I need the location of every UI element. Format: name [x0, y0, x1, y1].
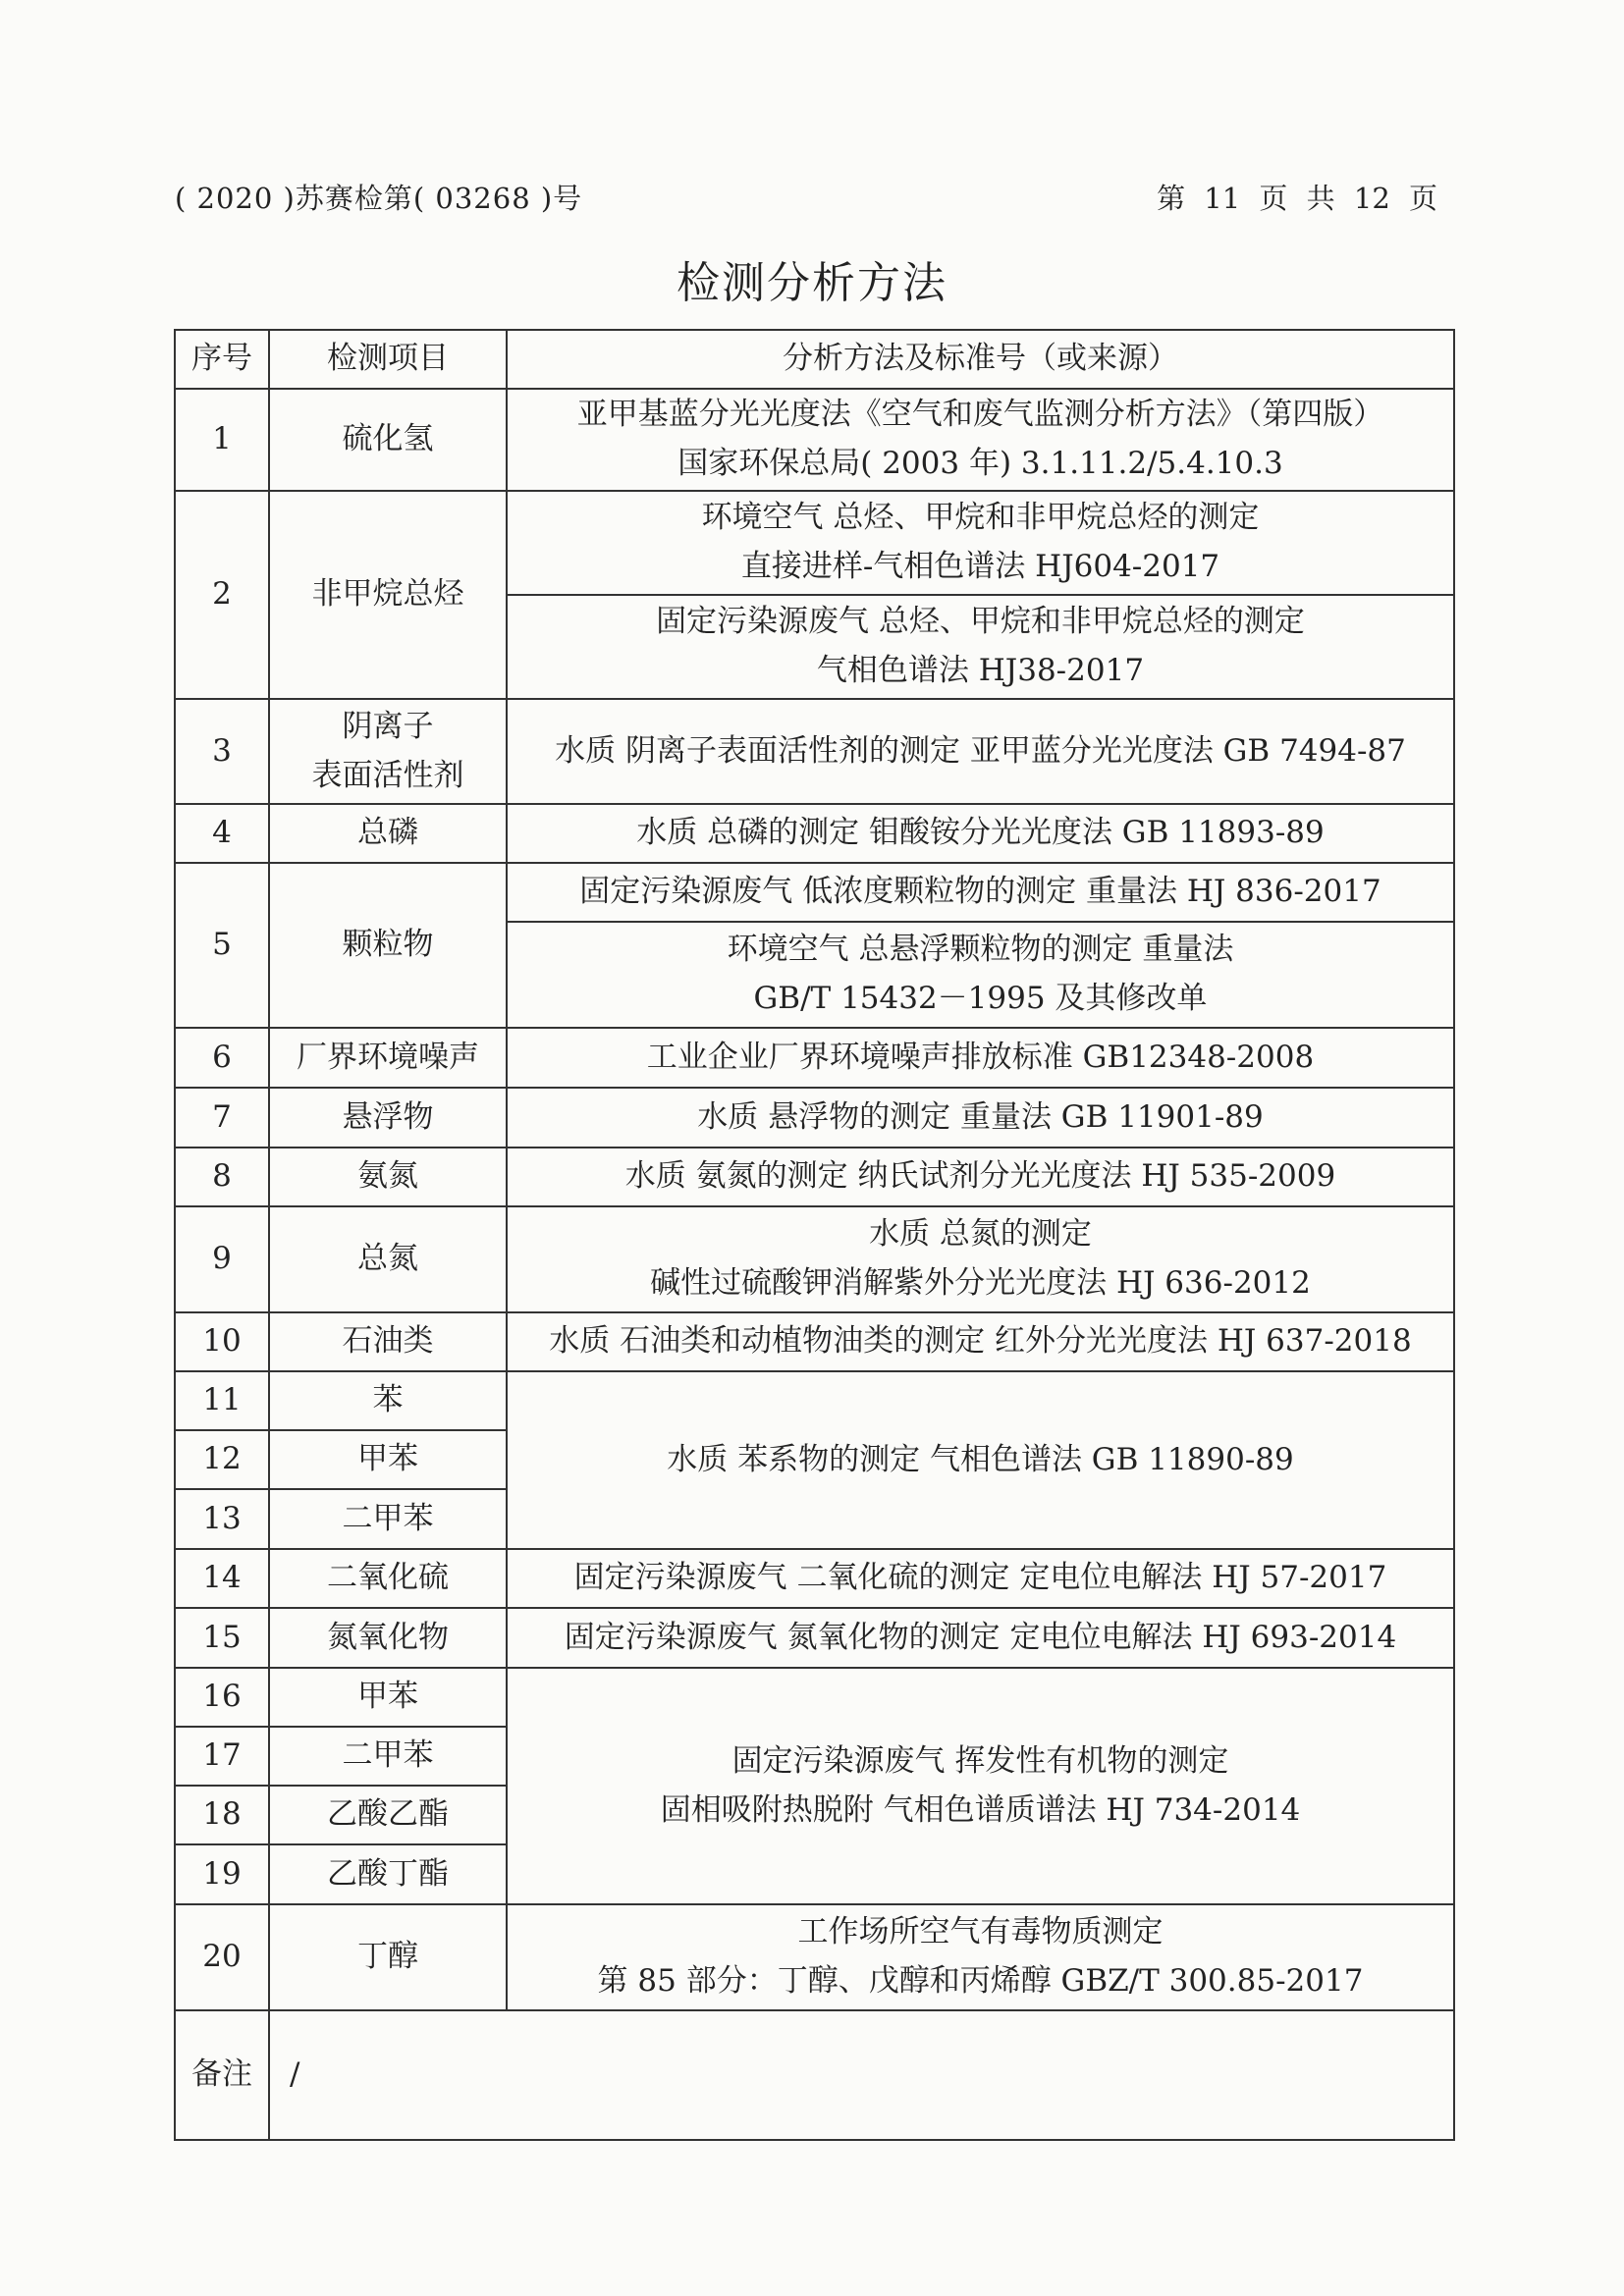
row-item: 悬浮物 — [269, 1088, 507, 1148]
table-row — [175, 389, 1454, 491]
row-method — [507, 922, 1454, 1028]
row-item: 丁醇 — [269, 1904, 507, 2010]
row-method: 水质 石油类和动植物油类的测定 红外分光光度法 HJ 637-2018 — [507, 1312, 1454, 1371]
row-item: 硫化氢 — [269, 389, 507, 491]
method-line: 直接进样-气相色谱法 HJ604-2017 — [740, 549, 1220, 584]
methods-table — [174, 329, 1455, 2141]
table-row — [175, 1371, 1454, 1430]
row-method: 固定污染源废气 氮氧化物的测定 定电位电解法 HJ 693-2014 — [507, 1608, 1454, 1668]
row-item: 总氮 — [269, 1206, 507, 1312]
method-line: 气相色谱法 HJ38-2017 — [816, 653, 1145, 688]
row-no: 15 — [175, 1608, 269, 1668]
table-row — [175, 1088, 1454, 1148]
row-no: 20 — [175, 1904, 269, 2010]
row-no: 13 — [175, 1489, 269, 1549]
method-line: 工作场所空气有毒物质测定 — [797, 1914, 1164, 1950]
row-method: 水质 氨氮的测定 纳氏试剂分光光度法 HJ 535-2009 — [507, 1148, 1454, 1206]
table-row — [175, 1148, 1454, 1206]
method-line: 环境空气 总烃、甲烷和非甲烷总烃的测定 — [701, 500, 1260, 536]
row-no: 2 — [175, 491, 269, 699]
remark-label: 备注 — [175, 2010, 269, 2140]
row-item: 二氧化硫 — [269, 1549, 507, 1608]
method-line: 第 85 部分：丁醇、戊醇和丙烯醇 GBZ/T 300.85-2017 — [597, 1963, 1364, 1999]
method-line: 固定污染源废气 总烃、甲烷和非甲烷总烃的测定 — [656, 604, 1305, 640]
table-row — [175, 1206, 1454, 1312]
row-item: 乙酸乙酯 — [269, 1786, 507, 1844]
item-line: 阴离子 — [342, 708, 434, 744]
table-header-row — [175, 330, 1454, 389]
row-method — [507, 1904, 1454, 2010]
table-row — [175, 1608, 1454, 1668]
item-line: 表面活性剂 — [311, 757, 464, 793]
table-row — [175, 699, 1454, 804]
method-line: 碱性过硫酸钾消解紫外分光光度法 HJ 636-2012 — [650, 1265, 1311, 1301]
row-item: 总磷 — [269, 804, 507, 863]
row-method — [507, 389, 1454, 491]
table-row — [175, 491, 1454, 595]
row-no: 12 — [175, 1430, 269, 1489]
method-line: GB/T 15432－1995 及其修改单 — [753, 981, 1208, 1016]
row-item — [269, 699, 507, 804]
row-item: 乙酸丁酯 — [269, 1844, 507, 1904]
row-item: 二甲苯 — [269, 1489, 507, 1549]
table-row — [175, 1312, 1454, 1371]
row-no: 8 — [175, 1148, 269, 1206]
row-item: 厂界环境噪声 — [269, 1028, 507, 1088]
row-no: 18 — [175, 1786, 269, 1844]
row-no: 6 — [175, 1028, 269, 1088]
header-method: 分析方法及标准号（或来源） — [507, 330, 1454, 389]
table-row — [175, 863, 1454, 922]
row-method: 固定污染源废气 二氧化硫的测定 定电位电解法 HJ 57-2017 — [507, 1549, 1454, 1608]
row-no: 5 — [175, 863, 269, 1028]
row-item: 二甲苯 — [269, 1727, 507, 1786]
row-item: 氨氮 — [269, 1148, 507, 1206]
row-no: 10 — [175, 1312, 269, 1371]
row-method: 水质 悬浮物的测定 重量法 GB 11901-89 — [507, 1088, 1454, 1148]
report-number: ( 2020 )苏赛检第( 03268 )号 — [175, 182, 583, 215]
row-item: 苯 — [269, 1371, 507, 1430]
row-no: 19 — [175, 1844, 269, 1904]
row-no: 16 — [175, 1668, 269, 1727]
row-item: 氮氧化物 — [269, 1608, 507, 1668]
row-no: 11 — [175, 1371, 269, 1430]
remark-row — [175, 2010, 1454, 2140]
row-no: 3 — [175, 699, 269, 804]
page-title: 检测分析方法 — [677, 258, 947, 308]
table-row — [175, 1028, 1454, 1088]
method-line: 环境空气 总悬浮颗粒物的测定 重量法 — [727, 932, 1234, 968]
row-method: 水质 苯系物的测定 气相色谱法 GB 11890-89 — [507, 1371, 1454, 1549]
method-line: 固定污染源废气 挥发性有机物的测定 — [731, 1742, 1229, 1779]
row-no: 1 — [175, 389, 269, 491]
row-method — [507, 491, 1454, 595]
header-item: 检测项目 — [269, 330, 507, 389]
row-method: 固定污染源废气 低浓度颗粒物的测定 重量法 HJ 836-2017 — [507, 863, 1454, 922]
row-item: 甲苯 — [269, 1430, 507, 1489]
row-method: 水质 总磷的测定 钼酸铵分光光度法 GB 11893-89 — [507, 804, 1454, 863]
row-method — [507, 595, 1454, 699]
row-no: 4 — [175, 804, 269, 863]
row-method — [507, 1668, 1454, 1904]
row-item: 甲苯 — [269, 1668, 507, 1727]
method-line: 水质 总氮的测定 — [869, 1216, 1092, 1253]
table-row — [175, 804, 1454, 863]
row-item: 石油类 — [269, 1312, 507, 1371]
row-no: 9 — [175, 1206, 269, 1312]
row-method: 工业企业厂界环境噪声排放标准 GB12348-2008 — [507, 1028, 1454, 1088]
table-row — [175, 1904, 1454, 2010]
row-method: 水质 阴离子表面活性剂的测定 亚甲蓝分光光度法 GB 7494-87 — [507, 699, 1454, 804]
remark-value: / — [269, 2010, 1454, 2140]
table-row — [175, 1549, 1454, 1608]
method-line: 固相吸附热脱附 气相色谱质谱法 HJ 734-2014 — [660, 1791, 1301, 1828]
row-no: 17 — [175, 1727, 269, 1786]
row-no: 14 — [175, 1549, 269, 1608]
row-item: 非甲烷总烃 — [269, 491, 507, 699]
method-line: 亚甲基蓝分光光度法《空气和废气监测分析方法》（第四版） — [576, 397, 1384, 433]
row-no: 7 — [175, 1088, 269, 1148]
table-row — [175, 1668, 1454, 1727]
method-line: 国家环保总局( 2003 年) 3.1.11.2/5.4.10.3 — [677, 446, 1283, 481]
row-item: 颗粒物 — [269, 863, 507, 1028]
header-no: 序号 — [175, 330, 269, 389]
page-info: 第 11 页 共 12 页 — [1157, 182, 1437, 215]
row-method — [507, 1206, 1454, 1312]
